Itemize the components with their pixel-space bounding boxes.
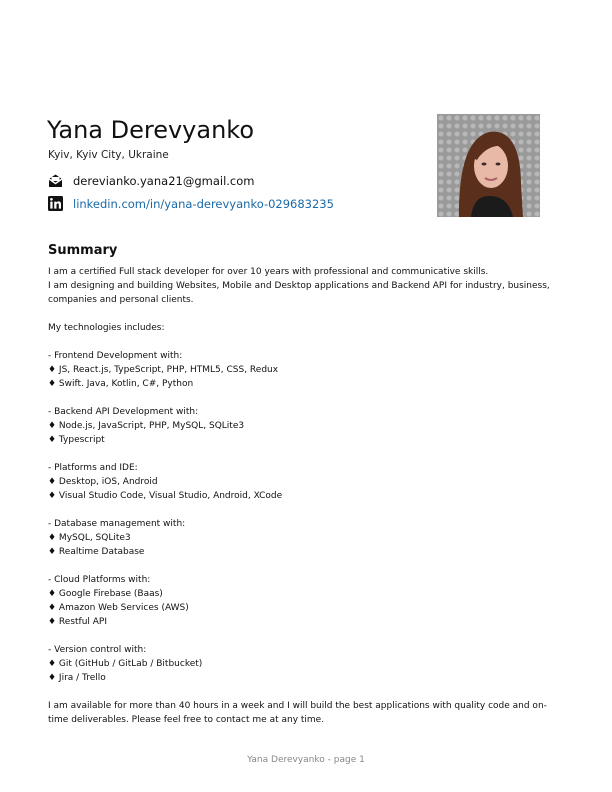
summary-line: ♦ Realtime Database (48, 547, 145, 557)
linkedin-link[interactable]: linkedin.com/in/yana-derevyanko-029683235 (73, 196, 334, 211)
summary-line: - Frontend Development with: (48, 351, 183, 361)
summary-line: I am a certified Full stack developer for over 10 years with professional and communicative skills. (48, 267, 489, 277)
summary-line: ♦ Visual Studio Code, Visual Studio, Android, XCode (48, 491, 283, 501)
summary-line: ♦ Git (GitHub / GitLab / Bitbucket) (48, 659, 203, 669)
summary-line (48, 503, 558, 517)
summary-line (48, 391, 558, 405)
envelope-icon (48, 173, 63, 188)
location: Kyiv, Kyiv City, Ukraine (48, 149, 169, 161)
profile-photo (437, 114, 540, 217)
summary-line: ♦ Amazon Web Services (AWS) (48, 603, 189, 613)
summary-line: ♦ Jira / Trello (48, 673, 106, 683)
page-footer: Yana Derevyanko - page 1 (247, 755, 365, 765)
email-text[interactable]: derevianko.yana21@gmail.com (73, 173, 255, 188)
summary-line (48, 335, 558, 349)
linkedin-icon (48, 196, 63, 211)
summary-line (48, 447, 558, 461)
summary-line: ♦ MySQL, SQLite3 (48, 533, 131, 543)
summary-line: ♦ JS, React.js, TypeScript, PHP, HTML5, CSS, Redux (48, 365, 279, 375)
resume-name: Yana Derevyanko (47, 116, 255, 144)
summary-line: - Platforms and IDE: (48, 463, 138, 473)
summary-line: ♦ Google Firebase (Baas) (48, 589, 163, 599)
summary-heading: Summary (48, 243, 118, 258)
summary-line: I am available for more than 40 hours in a week and I will build the best applications with quality code and on-time deliverables. Please feel free to contact me at any time. (48, 701, 547, 725)
summary-line (48, 559, 558, 573)
summary-line: - Backend API Development with: (48, 407, 199, 417)
summary-body (48, 265, 558, 727)
summary-line: I am designing and building Websites, Mobile and Desktop applications and Backend API for industry, business, companies and personal clients. (48, 281, 553, 305)
summary-line (48, 307, 558, 321)
summary-line: My technologies includes: (48, 323, 165, 333)
summary-line: ♦ Swift. Java, Kotlin, C#, Python (48, 379, 194, 389)
summary-line (48, 629, 558, 643)
email-contact[interactable] (48, 173, 254, 188)
summary-line: ♦ Desktop, iOS, Android (48, 477, 158, 487)
linkedin-contact[interactable] (48, 196, 334, 211)
summary-line: - Database management with: (48, 519, 186, 529)
summary-line (48, 685, 558, 699)
summary-line: - Version control with: (48, 645, 147, 655)
summary-line: ♦ Restful API (48, 617, 108, 627)
summary-line: - Cloud Platforms with: (48, 575, 151, 585)
summary-line: ♦ Typescript (48, 435, 105, 445)
summary-line: ♦ Node.js, JavaScript, PHP, MySQL, SQLite3 (48, 421, 245, 431)
